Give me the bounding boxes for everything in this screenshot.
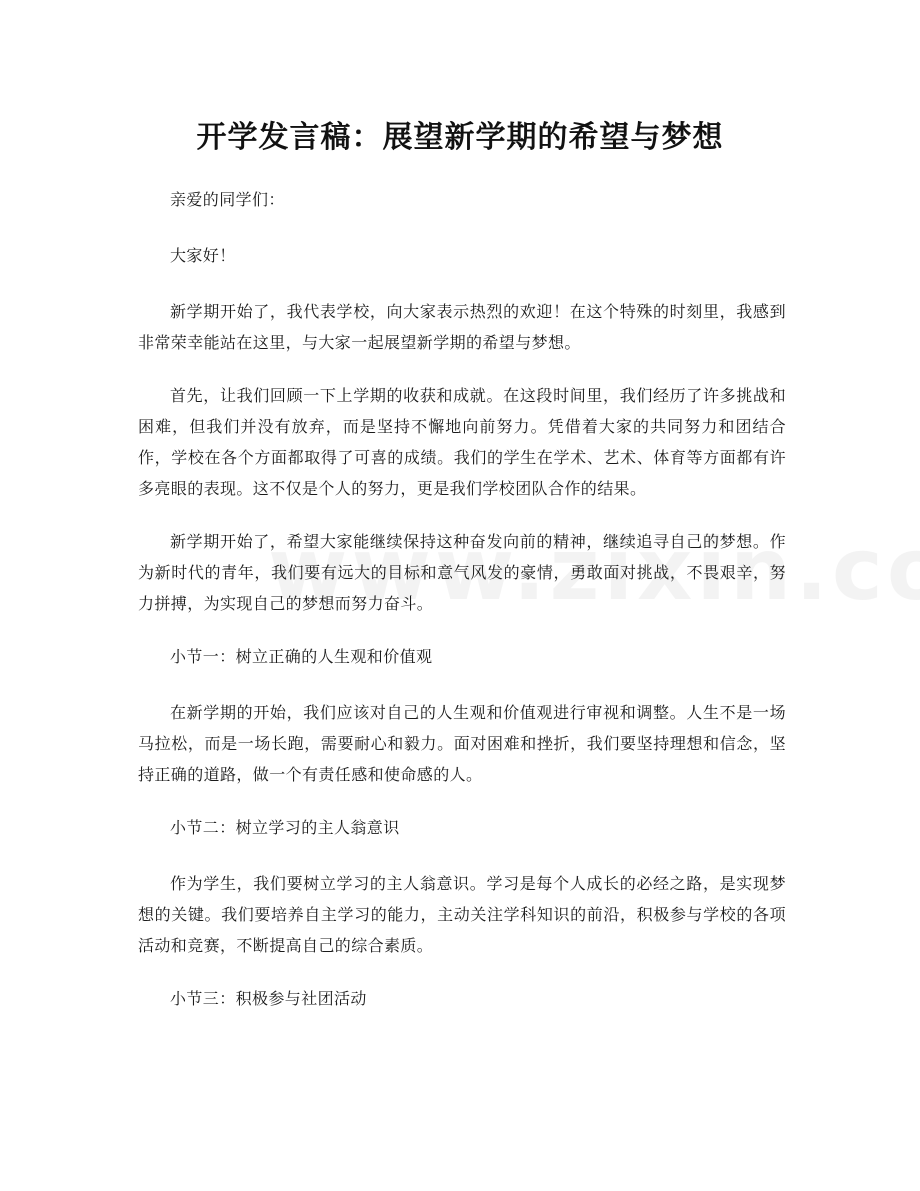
greeting: 大家好！ xyxy=(170,246,236,265)
paragraph-welcome: 新学期开始了，我代表学校，向大家表示热烈的欢迎！在这个特殊的时刻里，我感到非常荣幸能站在这里，与大家一起展望新学期的希望与梦想。 xyxy=(138,302,786,352)
section-heading-3: 小节三：积极参与社团活动 xyxy=(170,989,367,1008)
paragraph-section-1: 在新学期的开始，我们应该对自己的人生观和价值观进行审视和调整。人生不是一场马拉松，而是一场长跑，需要耐心和毅力。面对困难和挫折，我们要坚持理想和信念，坚持正确的道路，做一个有责任感和使命感的人。 xyxy=(138,703,786,784)
paragraph-section-2: 作为学生，我们要树立学习的主人翁意识。学习是每个人成长的必经之路，是实现梦想的关键。我们要培养自主学习的能力，主动关注学科知识的前沿，积极参与学校的各项活动和竞赛，不断提高自己的综合素质。 xyxy=(138,874,786,955)
paragraph-review: 首先，让我们回顾一下上学期的收获和成就。在这段时间里，我们经历了许多挑战和困难，但我们并没有放弃，而是坚持不懈地向前努力。凭借着大家的共同努力和团结合作，学校在各个方面都取得了可喜的成绩。我们的学生在学术、艺术、体育等方面都有许多亮眼的表现。这不仅是个人的努力，更是我们学校团队合作的结果。 xyxy=(138,386,786,498)
section-heading-2: 小节二：树立学习的主人翁意识 xyxy=(170,818,400,837)
document-body xyxy=(138,184,786,1039)
paragraph-outlook: 新学期开始了，希望大家能继续保持这种奋发向前的精神，继续追寻自己的梦想。作为新时代的青年，我们要有远大的目标和意气风发的豪情，勇敢面对挑战，不畏艰辛，努力拼搏，为实现自己的梦想而努力奋斗。 xyxy=(138,532,786,613)
document-title: 开学发言稿：展望新学期的希望与梦想 xyxy=(196,120,724,155)
section-heading-1: 小节一：树立正确的人生观和价值观 xyxy=(170,647,433,666)
salutation: 亲爱的同学们： xyxy=(170,190,285,209)
